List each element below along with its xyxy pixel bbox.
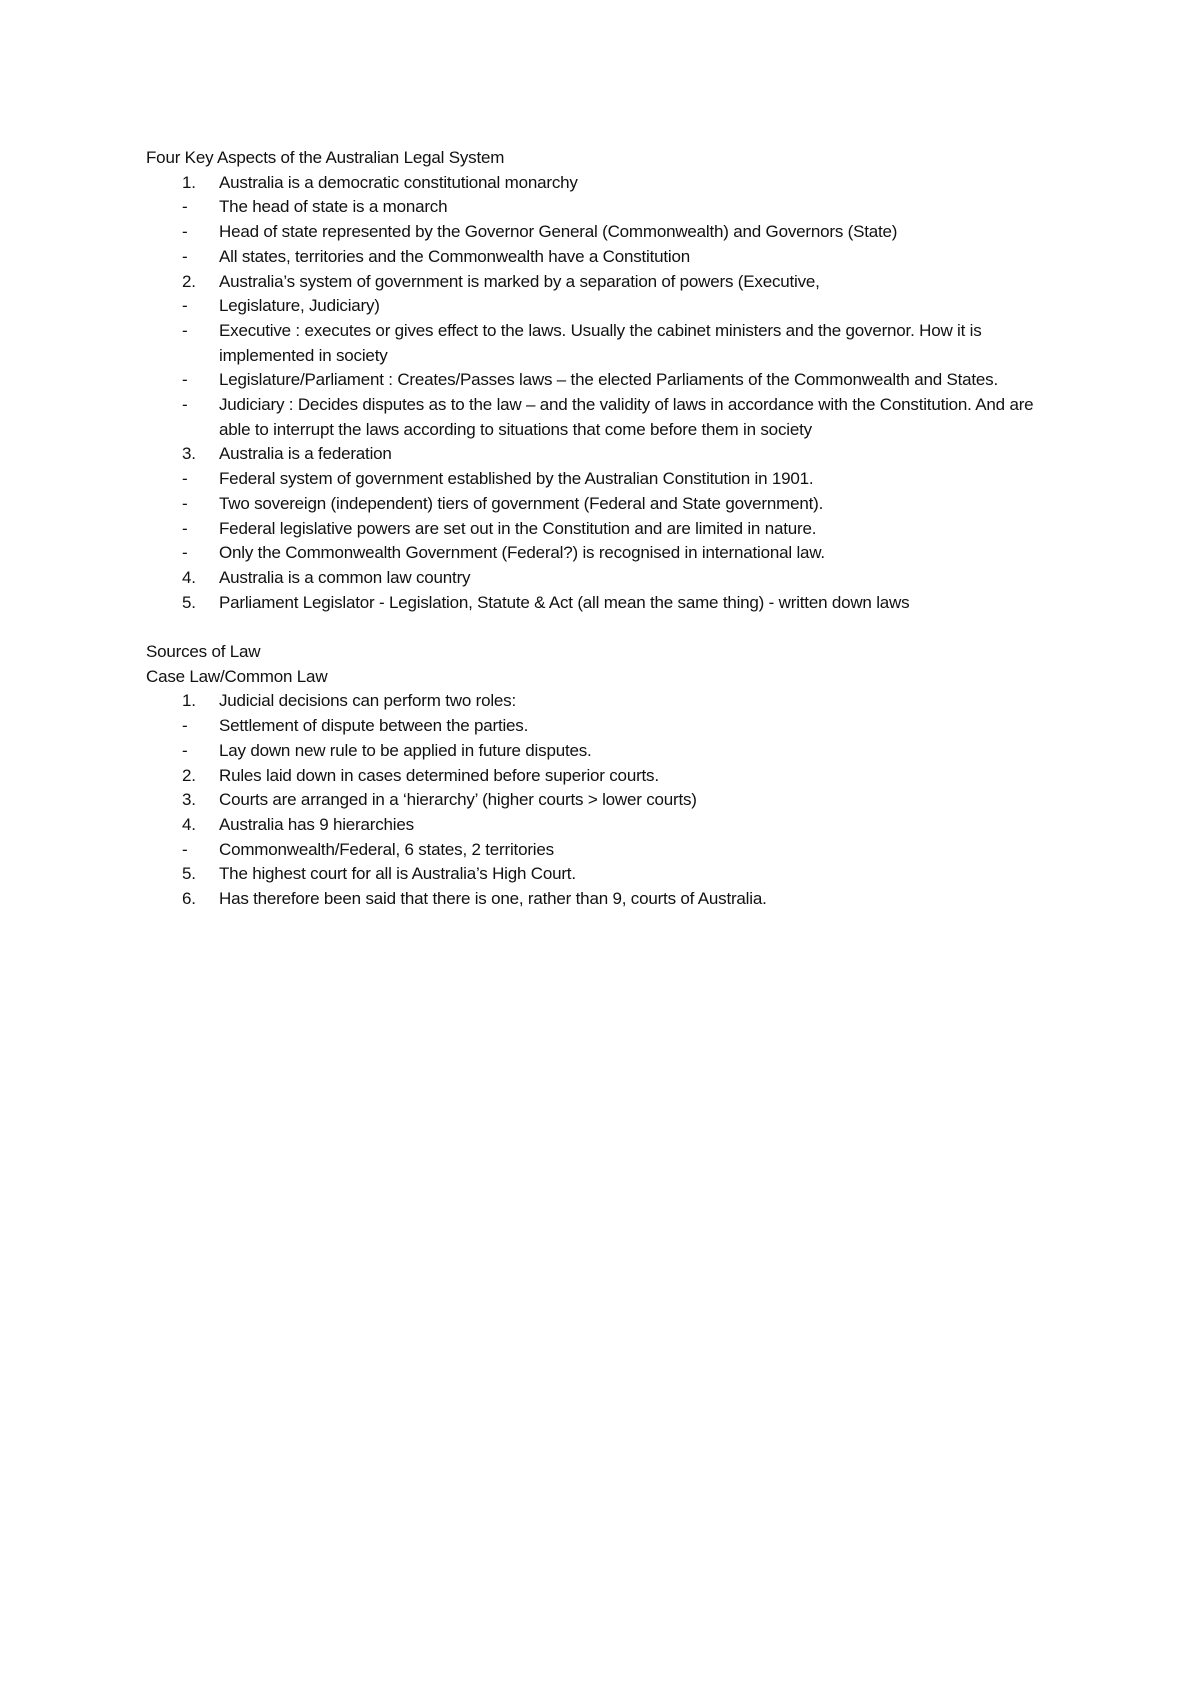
list-marker: 2.	[182, 765, 196, 785]
list-marker: 3.	[182, 790, 196, 810]
list-marker: -	[182, 370, 188, 390]
list-item	[146, 541, 1066, 566]
list-item	[146, 739, 1066, 764]
list-item	[146, 393, 1066, 442]
list-item	[146, 368, 1066, 393]
list-item-text: Federal legislative powers are set out in the Constitution and are limited in nature.	[219, 518, 817, 538]
list-item	[146, 862, 1066, 887]
list-item-text: Has therefore been said that there is one, rather than 9, courts of Australia.	[219, 889, 767, 909]
list-marker: -	[182, 320, 188, 340]
list-item-text: All states, territories and the Commonwealth have a Constitution	[219, 246, 690, 266]
list-marker: -	[182, 197, 188, 217]
list-item	[146, 492, 1066, 517]
list-marker: -	[182, 222, 188, 242]
list-marker: 1.	[182, 691, 196, 711]
list-item	[146, 442, 1066, 467]
list-marker: 5.	[182, 592, 196, 612]
list-item-text: Executive : executes or gives effect to the laws. Usually the cabinet ministers and the governor. How it is implemented in society	[219, 320, 982, 365]
list-item-text: Rules laid down in cases determined before superior courts.	[219, 765, 659, 785]
section-sources-of-law	[146, 640, 1066, 912]
list-item	[146, 171, 1066, 196]
section-key-aspects	[146, 146, 1066, 615]
section-subheading: Case Law/Common Law	[146, 666, 328, 686]
paragraph-gap	[146, 615, 1066, 640]
list-item	[146, 220, 1066, 245]
list-item	[146, 517, 1066, 542]
list-item-text: Parliament Legislator - Legislation, Statute & Act (all mean the same thing) - written down laws	[219, 592, 910, 612]
list-item	[146, 591, 1066, 616]
list-marker: 4.	[182, 567, 196, 587]
list-item-text: Australia’s system of government is marked by a separation of powers (Executive,	[219, 271, 820, 291]
section-heading: Four Key Aspects of the Australian Legal System	[146, 148, 505, 167]
list-item-text: Courts are arranged in a ‘hierarchy’ (higher courts > lower courts)	[219, 790, 697, 810]
list-item	[146, 245, 1066, 270]
case-law-list	[146, 689, 1066, 911]
list-item-text: Settlement of dispute between the parties.	[219, 716, 529, 736]
list-item-text: The highest court for all is Australia’s High Court.	[219, 864, 576, 884]
list-marker: 4.	[182, 814, 196, 834]
list-item-text: Legislature/Parliament : Creates/Passes laws – the elected Parliaments of the Commonwealth and States.	[219, 370, 999, 390]
list-item-text: Judicial decisions can perform two roles:	[219, 691, 516, 711]
list-item	[146, 887, 1066, 912]
list-item	[146, 467, 1066, 492]
document-body	[146, 146, 1066, 912]
list-item-text: Legislature, Judiciary)	[219, 296, 380, 316]
key-aspects-list	[146, 171, 1066, 616]
list-item-text: Judiciary : Decides disputes as to the law – and the validity of laws in accordance with the Constitution. And are able to interrupt the laws according to situations that come before them in society	[219, 395, 1034, 439]
list-marker: -	[182, 493, 188, 513]
section-heading: Sources of Law	[146, 642, 261, 662]
list-item	[146, 294, 1066, 319]
list-marker: -	[182, 716, 188, 736]
list-item	[146, 813, 1066, 838]
list-item-text: Australia is a common law country	[219, 567, 471, 587]
list-item	[146, 838, 1066, 863]
list-marker: 5.	[182, 864, 196, 884]
list-marker: -	[182, 543, 188, 563]
list-item-text: Australia has 9 hierarchies	[219, 814, 414, 834]
list-item-text: Head of state represented by the Governor General (Commonwealth) and Governors (State)	[219, 222, 898, 242]
list-marker: 2.	[182, 271, 196, 291]
list-item-text: Federal system of government established by the Australian Constitution in 1901.	[219, 469, 814, 489]
list-marker: -	[182, 740, 188, 760]
list-item-text: The head of state is a monarch	[219, 197, 448, 217]
list-marker: -	[182, 246, 188, 266]
list-item	[146, 319, 1066, 368]
list-item-text: Lay down new rule to be applied in future disputes.	[219, 740, 592, 760]
list-item	[146, 764, 1066, 789]
list-marker: 1.	[182, 172, 196, 192]
list-item	[146, 714, 1066, 739]
list-marker: 3.	[182, 444, 196, 464]
list-item	[146, 689, 1066, 714]
list-marker: -	[182, 296, 188, 316]
list-item	[146, 788, 1066, 813]
list-marker: -	[182, 518, 188, 538]
list-marker: -	[182, 469, 188, 489]
list-item-text: Two sovereign (independent) tiers of government (Federal and State government).	[219, 493, 824, 513]
list-item	[146, 566, 1066, 591]
list-item-text: Commonwealth/Federal, 6 states, 2 territories	[219, 839, 554, 859]
list-marker: -	[182, 395, 188, 415]
list-marker: -	[182, 839, 188, 859]
list-item-text: Only the Commonwealth Government (Federal?) is recognised in international law.	[219, 543, 825, 563]
list-item	[146, 270, 1066, 295]
list-item-text: Australia is a federation	[219, 444, 392, 464]
list-marker: 6.	[182, 889, 196, 909]
list-item-text: Australia is a democratic constitutional monarchy	[219, 172, 578, 192]
list-item	[146, 195, 1066, 220]
